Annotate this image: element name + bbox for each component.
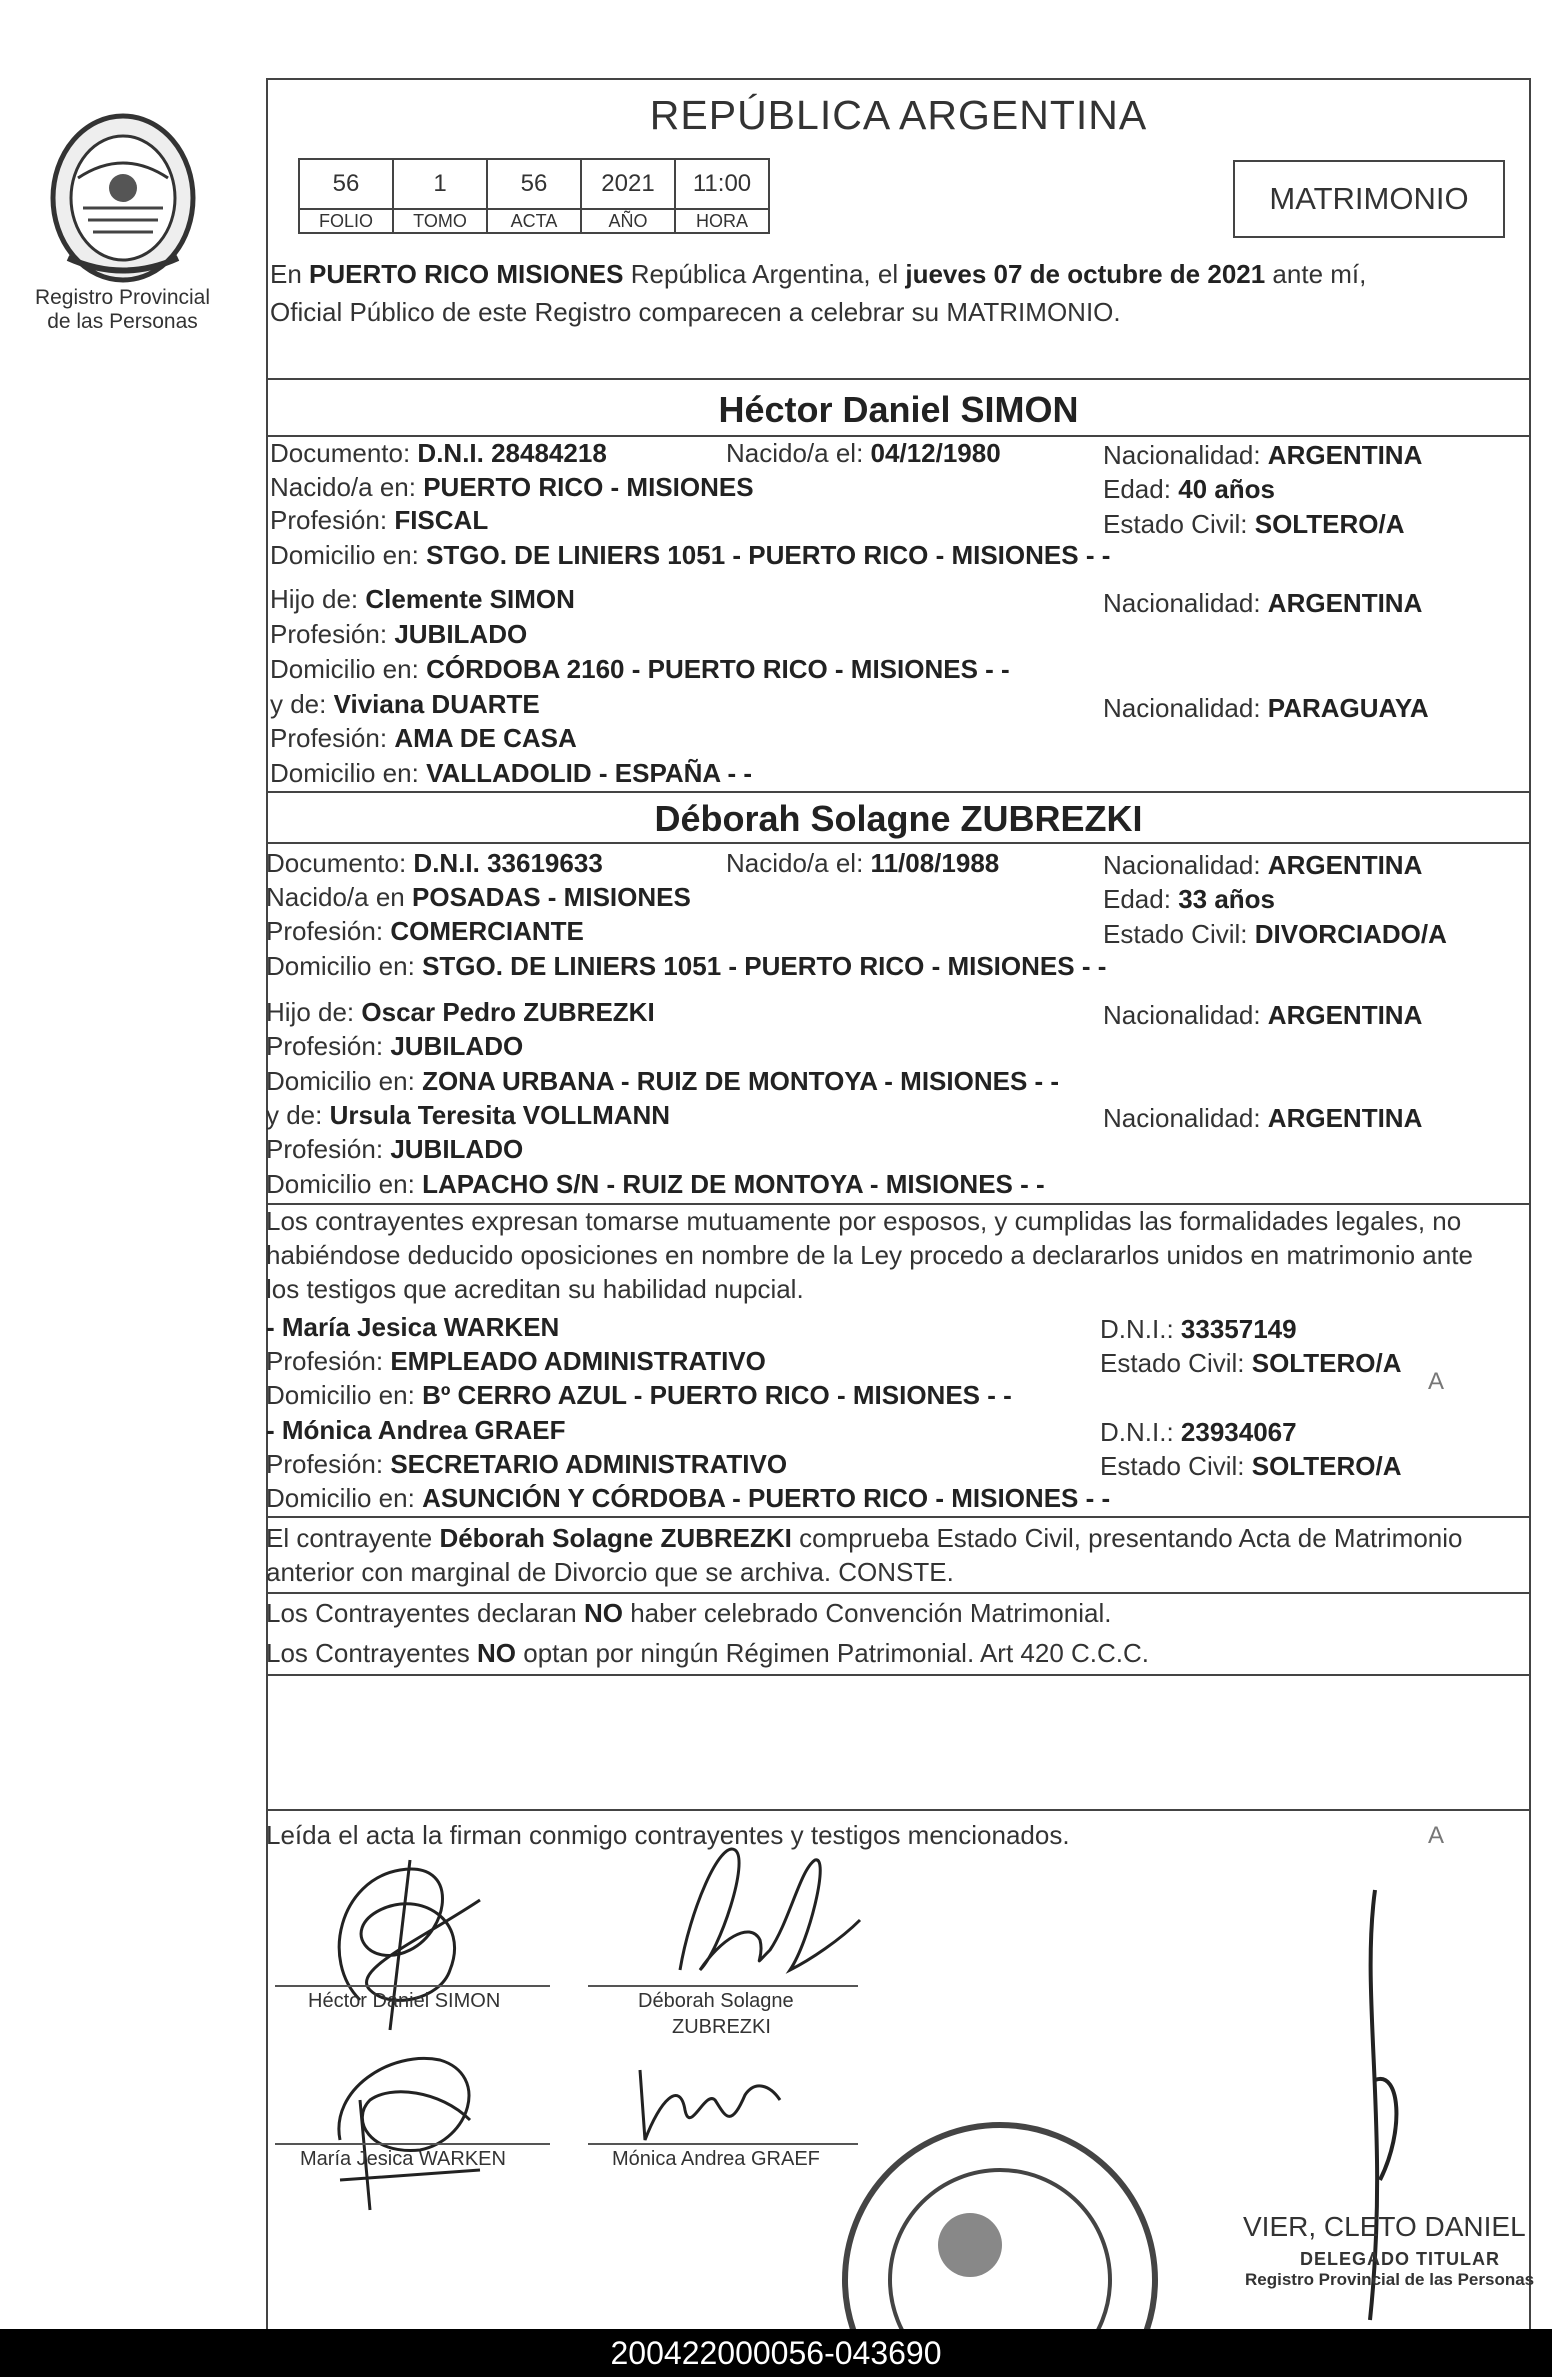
label: Edad: [1103, 474, 1171, 504]
witness1-profession [266, 1344, 766, 1378]
groom-address [270, 538, 1110, 572]
hora-value: 11:00 [675, 159, 769, 209]
value: PARAGUAYA [1267, 693, 1429, 723]
bride-born [726, 846, 999, 880]
regime-line [266, 1636, 1149, 1670]
label: Estado Civil: [1100, 1451, 1245, 1481]
intro-place: PUERTO RICO MISIONES [309, 259, 624, 289]
label: Domicilio en: [270, 758, 419, 788]
value: 11/08/1988 [870, 848, 1000, 878]
value: COMERCIANTE [390, 916, 584, 946]
label: Nacionalidad: [1103, 1103, 1261, 1133]
intro-line-2: Oficial Público de este Registro comparecen a celebrar su MATRIMONIO. [270, 297, 1121, 327]
label: Domicilio en: [266, 1380, 415, 1410]
label: Profesión: [266, 1449, 384, 1479]
bride-father-profession [266, 1029, 523, 1063]
value: POSADAS - MISIONES [412, 882, 691, 912]
bride-name-heading: Déborah Solagne ZUBREZKI [654, 798, 1143, 839]
groom-signature-name: Héctor Daniel SIMON [308, 1990, 501, 2012]
value: FISCAL [394, 505, 489, 535]
value: NO [583, 1598, 623, 1628]
witness1-dni [1100, 1312, 1297, 1346]
divider [266, 1592, 1531, 1594]
label: D.N.I.: [1100, 1417, 1174, 1447]
bride-mother-profession [266, 1132, 523, 1166]
folio-label: FOLIO [299, 209, 393, 233]
groom-doc [270, 436, 607, 470]
label: Nacido/a el: [726, 848, 864, 878]
groom-name-heading: Héctor Daniel SIMON [718, 389, 1079, 430]
value: ZONA URBANA - RUIZ DE MONTOYA - MISIONES - - [422, 1066, 1060, 1096]
signature-line [275, 1985, 550, 1987]
witness2-name [266, 1413, 566, 1447]
registry-label-line2: de las Personas [47, 310, 198, 333]
witness2-signature-name: Mónica Andrea GRAEF [612, 2148, 820, 2170]
value: Déborah Solagne ZUBREZKI [439, 1523, 792, 1553]
label: Domicilio en: [270, 540, 419, 570]
value: CÓRDOBA 2160 - PUERTO RICO - MISIONES - - [426, 654, 1010, 684]
folio-value: 56 [299, 159, 393, 209]
bride-mother-address [266, 1167, 1045, 1201]
value: 04/12/1980 [870, 438, 1001, 468]
label: Nacionalidad: [1103, 1000, 1261, 1030]
value: D.N.I. 33619633 [413, 848, 603, 878]
label: Edad: [1103, 884, 1171, 914]
value: LAPACHO S/N - RUIZ DE MONTOYA - MISIONES - - [422, 1169, 1045, 1199]
value: Bº CERRO AZUL - PUERTO RICO - MISIONES - - [422, 1380, 1012, 1410]
convention-line [266, 1596, 1111, 1630]
groom-father-address [270, 652, 1010, 686]
margin-mark: A [1428, 1368, 1445, 1395]
groom-birthplace [270, 470, 754, 504]
value: ARGENTINA [1267, 850, 1423, 880]
label: Estado Civil: [1103, 919, 1248, 949]
divider [266, 1516, 1531, 1518]
page-title: REPÚBLICA ARGENTINA [649, 92, 1148, 138]
value: STGO. DE LINIERS 1051 - PUERTO RICO - MISIONES - - [422, 951, 1107, 981]
value: EMPLEADO ADMINISTRATIVO [390, 1346, 766, 1376]
groom-mother-profession [270, 721, 577, 755]
value: SOLTERO/A [1251, 1451, 1402, 1481]
margin-mark: A [1428, 1822, 1445, 1849]
value: 33 años [1178, 884, 1276, 914]
value: STGO. DE LINIERS 1051 - PUERTO RICO - MISIONES - - [426, 540, 1111, 570]
groom-mother-nationality [1103, 691, 1429, 725]
divider [266, 1674, 1531, 1676]
label: Hijo de: [266, 997, 355, 1027]
text: haber celebrado Convención Matrimonial. [622, 1598, 1112, 1628]
footer-code: 200422000056-043690 [0, 2329, 1552, 2377]
bride-father-nationality [1103, 998, 1422, 1032]
text: comprueba Estado Civil, presentando Acta de Matrimonio [791, 1523, 1463, 1553]
value: Ursula Teresita VOLLMANN [329, 1100, 671, 1130]
acta-label: ACTA [487, 209, 581, 233]
label: Estado Civil: [1103, 509, 1248, 539]
bride-signature-name-2: ZUBREZKI [672, 2016, 771, 2038]
divider [266, 378, 1531, 380]
label: Domicilio en: [266, 1169, 415, 1199]
bride-age [1103, 882, 1275, 916]
label: Estado Civil: [1100, 1348, 1245, 1378]
note-line-2: anterior con marginal de Divorcio que se archiva. CONSTE. [266, 1557, 954, 1587]
acta-value: 56 [487, 159, 581, 209]
bride-mother [266, 1098, 670, 1132]
groom-profession [270, 503, 488, 537]
divider [266, 791, 1531, 793]
value: PUERTO RICO - MISIONES [423, 472, 754, 502]
registry-label-line1: Registro Provincial [34, 286, 211, 309]
label: Profesión: [266, 1031, 384, 1061]
witness1-civil-status [1100, 1346, 1401, 1380]
label: Domicilio en: [266, 951, 415, 981]
groom-born [726, 436, 1001, 470]
text: Los Contrayentes declaran [266, 1598, 584, 1628]
label: Profesión: [270, 505, 388, 535]
label: Nacionalidad: [1103, 440, 1261, 470]
label: y de: [270, 689, 327, 719]
value: JUBILADO [394, 619, 528, 649]
intro-line-1 [270, 257, 1366, 291]
label: Hijo de: [270, 584, 359, 614]
divider [266, 1809, 1531, 1811]
official-name: VIER, CLETO DANIEL [1243, 2211, 1526, 2242]
register-table [298, 158, 770, 234]
label: D.N.I.: [1100, 1314, 1174, 1344]
bride-nationality [1103, 848, 1422, 882]
groom-father-profession [270, 617, 527, 651]
bride-address [266, 949, 1106, 983]
label: y de: [266, 1100, 323, 1130]
text: Los Contrayentes [266, 1638, 478, 1668]
bride-profession [266, 914, 584, 948]
ano-label: AÑO [581, 209, 675, 233]
label: Nacido/a en: [270, 472, 416, 502]
value: VALLADOLID - ESPAÑA - - [426, 758, 753, 788]
intro-date: jueves 07 de octubre de 2021 [905, 259, 1266, 289]
tomo-label: TOMO [393, 209, 487, 233]
label: Profesión: [270, 723, 388, 753]
text: optan por ningún Régimen Patrimonial. Art 420 C.C.C. [516, 1638, 1150, 1668]
value: - Mónica Andrea GRAEF [266, 1415, 566, 1445]
label: Domicilio en: [266, 1066, 415, 1096]
value: ARGENTINA [1267, 588, 1423, 618]
value: ASUNCIÓN Y CÓRDOBA - PUERTO RICO - MISIONES - - [422, 1483, 1111, 1513]
bride-father [266, 995, 655, 1029]
label: Nacionalidad: [1103, 588, 1261, 618]
label: Profesión: [266, 1134, 384, 1164]
witness2-signature [620, 2040, 800, 2150]
groom-civil-status [1103, 507, 1404, 541]
label: Domicilio en: [270, 654, 419, 684]
value: ARGENTINA [1267, 440, 1423, 470]
signature-line [275, 2143, 550, 2145]
closing-line: Leída el acta la firman conmigo contrayentes y testigos mencionados. [266, 1820, 1070, 1850]
value: SOLTERO/A [1251, 1348, 1402, 1378]
groom-age [1103, 472, 1275, 506]
signature-line [588, 1985, 858, 1987]
groom-mother-address [270, 756, 752, 790]
groom-father [270, 582, 575, 616]
value: 23934067 [1180, 1417, 1297, 1447]
declaration-line-3: los testigos que acreditan su habilidad nupcial. [266, 1274, 804, 1304]
value: Oscar Pedro ZUBREZKI [361, 997, 655, 1027]
value: ARGENTINA [1267, 1103, 1423, 1133]
divider [266, 842, 1531, 844]
label: Nacionalidad: [1103, 850, 1261, 880]
act-type-box: MATRIMONIO [1233, 160, 1505, 238]
label: Documento: [266, 848, 407, 878]
value: AMA DE CASA [394, 723, 577, 753]
registry-label [20, 286, 225, 334]
groom-mother [270, 687, 540, 721]
value: ARGENTINA [1267, 1000, 1423, 1030]
label: Profesión: [266, 916, 384, 946]
label: Domicilio en: [266, 1483, 415, 1513]
value: JUBILADO [390, 1031, 524, 1061]
tomo-value: 1 [393, 159, 487, 209]
value: Viviana DUARTE [333, 689, 540, 719]
value: Clemente SIMON [365, 584, 575, 614]
official-office: Registro Provincial de las Personas [1245, 2270, 1535, 2289]
label: Nacido/a en [266, 882, 405, 912]
value: DIVORCIADO/A [1254, 919, 1447, 949]
witness1-signature-name: María Jesica WARKEN [300, 2148, 506, 2170]
bride-birthplace [266, 880, 691, 914]
value: 40 años [1178, 474, 1276, 504]
witness1-name [266, 1310, 559, 1344]
official-round-stamp [830, 2095, 1170, 2329]
bride-father-address [266, 1064, 1059, 1098]
value: D.N.I. 28484218 [417, 438, 607, 468]
intro-text-2: República Argentina, el [623, 259, 906, 289]
hora-label: HORA [675, 209, 769, 233]
label: Documento: [270, 438, 411, 468]
groom-father-nationality [1103, 586, 1422, 620]
groom-nationality [1103, 438, 1422, 472]
intro-text-1: En [270, 259, 310, 289]
label: Nacionalidad: [1103, 693, 1261, 723]
label: Nacido/a el: [726, 438, 864, 468]
note-line-1 [266, 1521, 1463, 1555]
label: Profesión: [266, 1346, 384, 1376]
witness1-signature [300, 2030, 560, 2220]
witness2-address [266, 1481, 1110, 1515]
bride-signature-name-1: Déborah Solagne [638, 1990, 794, 2012]
witness2-civil-status [1100, 1449, 1401, 1483]
ano-value: 2021 [581, 159, 675, 209]
signature-line [588, 2143, 858, 2145]
value: SECRETARIO ADMINISTRATIVO [390, 1449, 788, 1479]
text: El contrayente [266, 1523, 440, 1553]
declaration-line-2: habiéndose deducido oposiciones en nombre de la Ley procedo a declararlos unidos en matrimonio ante [266, 1240, 1473, 1270]
bride-civil-status [1103, 917, 1447, 951]
intro-text-3: ante mí, [1265, 259, 1367, 289]
value: NO [477, 1638, 517, 1668]
bride-signature [640, 1830, 870, 1990]
province-seal-logo [38, 108, 208, 288]
value: 33357149 [1180, 1314, 1297, 1344]
label: Profesión: [270, 619, 388, 649]
bride-doc [266, 846, 603, 880]
witness2-dni [1100, 1415, 1297, 1449]
declaration-line-1: Los contrayentes expresan tomarse mutuamente por esposos, y cumplidas las formalidades legales, no [266, 1206, 1462, 1236]
value: SOLTERO/A [1254, 509, 1405, 539]
witness2-profession [266, 1447, 787, 1481]
official-title: DELEGADO TITULAR [1300, 2249, 1500, 2269]
value: - María Jesica WARKEN [266, 1312, 560, 1342]
witness1-address [266, 1378, 1012, 1412]
bride-mother-nationality [1103, 1101, 1422, 1135]
value: JUBILADO [390, 1134, 524, 1164]
